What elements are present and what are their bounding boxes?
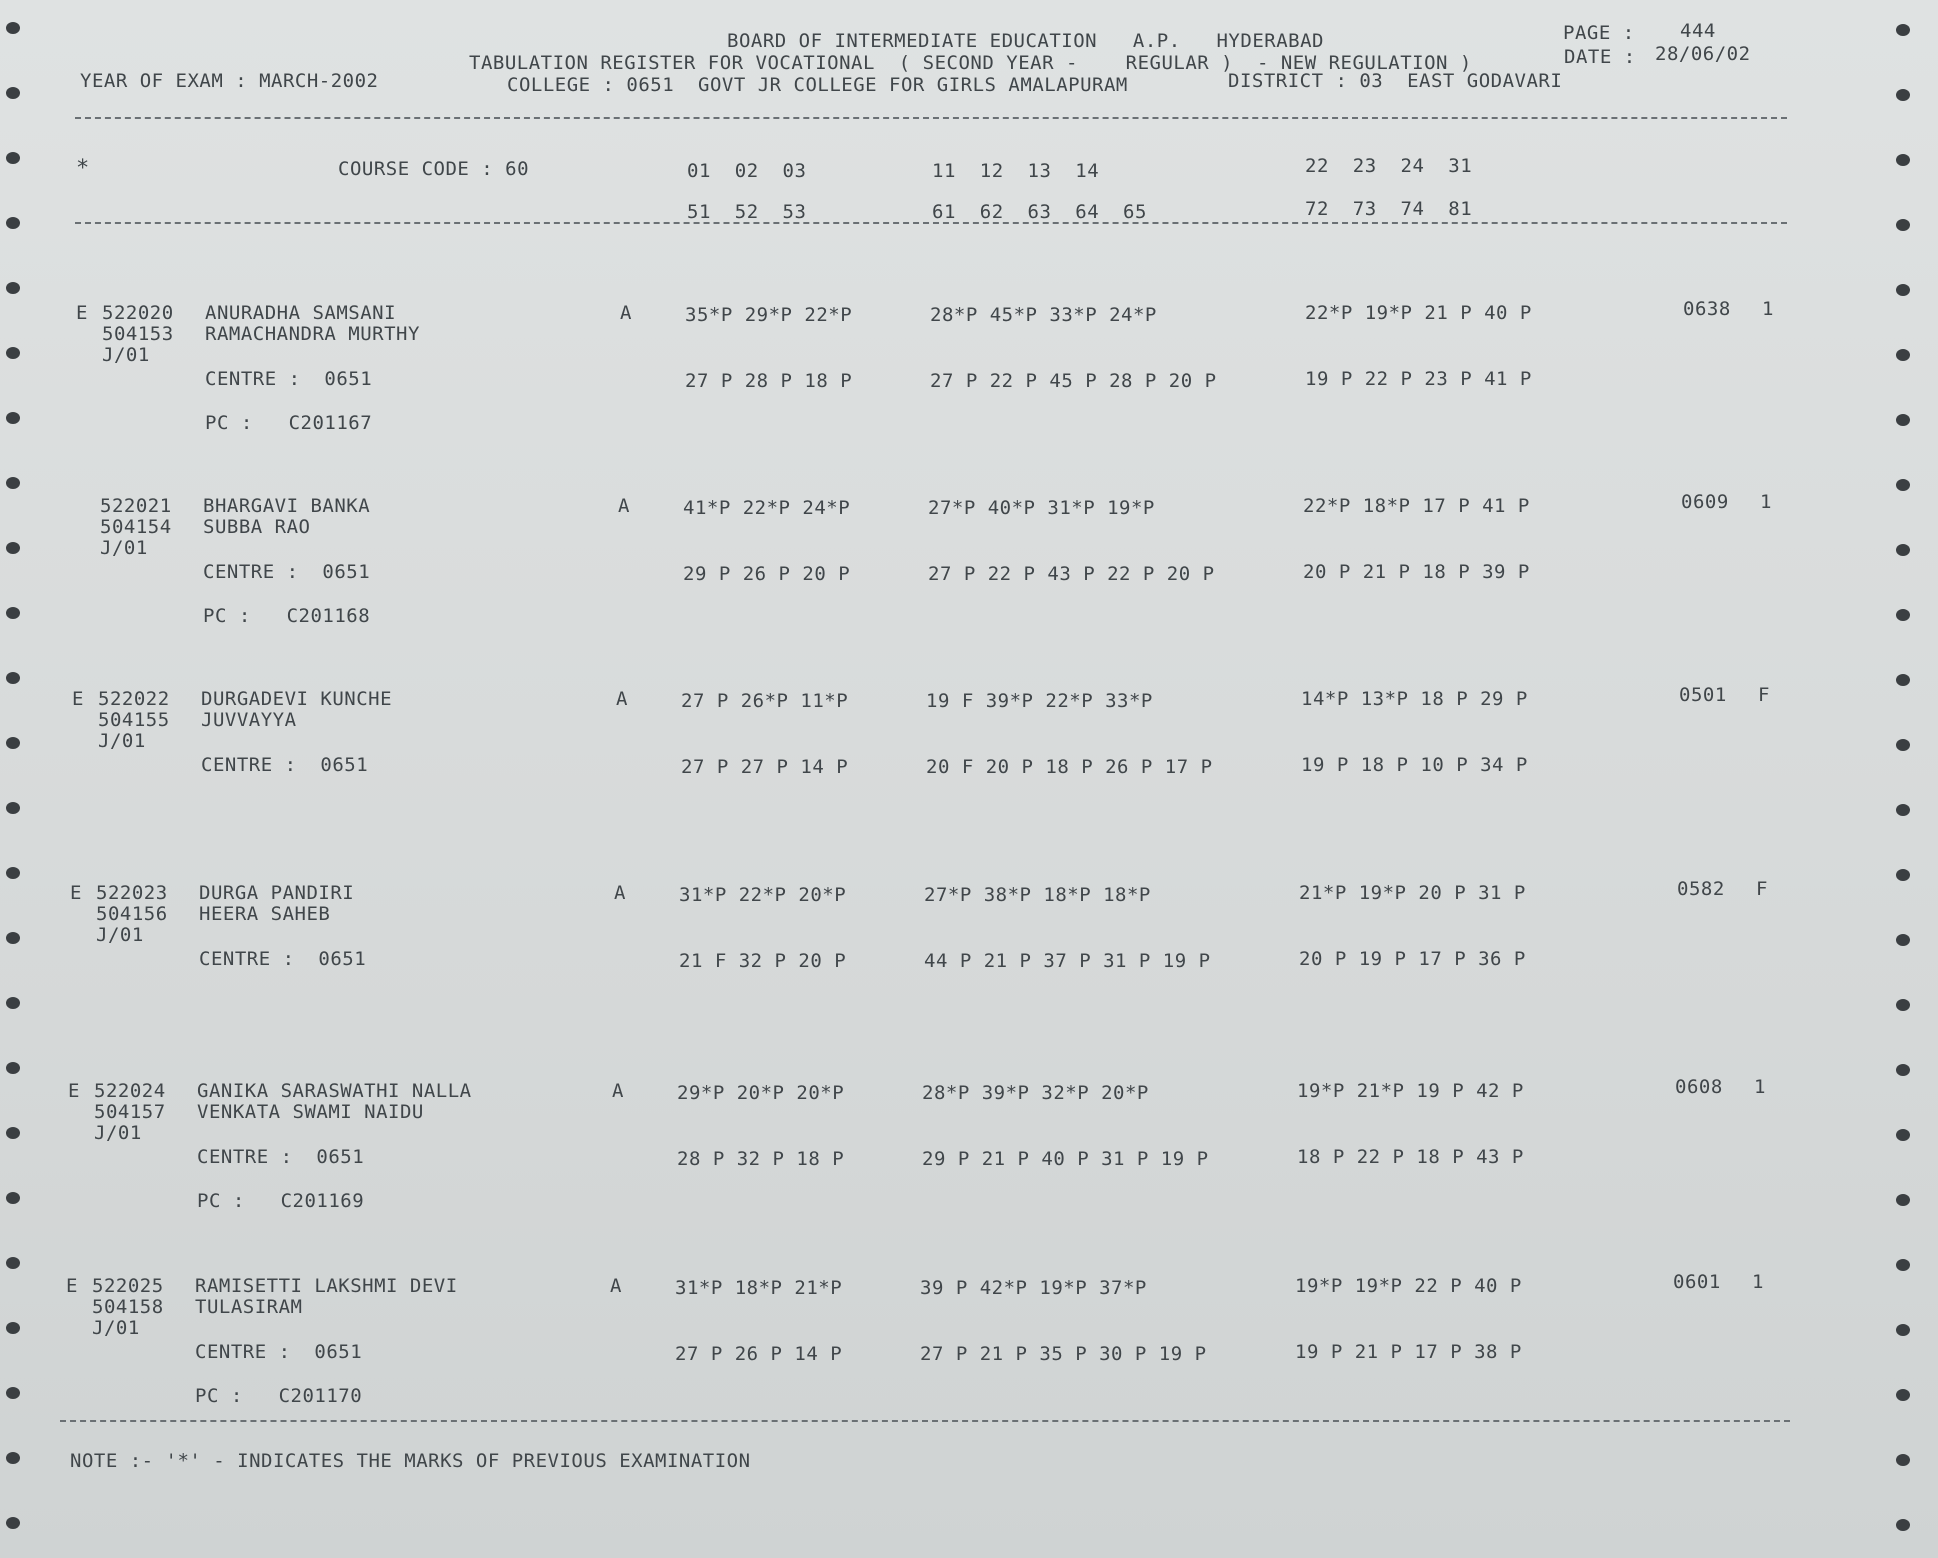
- subject-codes-row1-group2: 11 12 13 14: [932, 160, 1100, 182]
- feed-hole: [6, 1387, 20, 1399]
- feed-hole: [1896, 1519, 1910, 1531]
- hall-ticket-number: 504158: [92, 1296, 164, 1318]
- feed-hole: [6, 1322, 20, 1334]
- feed-hole: [1896, 674, 1910, 686]
- feed-hole: [6, 477, 20, 489]
- feed-hole: [6, 282, 20, 294]
- medium-code: A: [620, 302, 632, 324]
- hall-ticket-number: 504153: [102, 323, 174, 345]
- marks-row2-group1: 21 F 32 P 20 P: [679, 950, 847, 972]
- pc-number: PC : C201167: [205, 412, 373, 434]
- marks-row2-group2: 20 F 20 P 18 P 26 P 17 P: [926, 756, 1213, 778]
- marks-row1-group2: 27*P 38*P 18*P 18*P: [924, 884, 1151, 906]
- marks-row2-group3: 20 P 19 P 17 P 36 P: [1299, 948, 1526, 970]
- result-code: F: [1758, 684, 1770, 706]
- student-name: BHARGAVI BANKA: [203, 495, 371, 517]
- father-name: HEERA SAHEB: [199, 903, 331, 925]
- register-title: TABULATION REGISTER FOR VOCATIONAL ( SECOND YEAR - REGULAR ) - NEW REGULATION ): [469, 52, 1472, 74]
- feed-hole: [1896, 1389, 1910, 1401]
- feed-hole: [6, 607, 20, 619]
- pc-number: PC : C201168: [203, 605, 371, 627]
- college-info: COLLEGE : 0651 GOVT JR COLLEGE FOR GIRLS AMALAPURAM: [507, 74, 1128, 96]
- father-name: JUVVAYYA: [201, 709, 297, 731]
- group-code: J/01: [102, 344, 150, 366]
- hall-ticket-number: 504157: [94, 1101, 166, 1123]
- feed-hole: [6, 347, 20, 359]
- hall-ticket-number: 504155: [98, 709, 170, 731]
- pc-number: PC : C201170: [195, 1385, 363, 1407]
- feed-hole: [1896, 414, 1910, 426]
- result-code: 1: [1760, 491, 1772, 513]
- registration-number: 522025: [92, 1275, 164, 1297]
- centre-code: CENTRE : 0651: [201, 754, 369, 776]
- feed-hole: [1896, 479, 1910, 491]
- marks-row1-group2: 28*P 39*P 32*P 20*P: [922, 1082, 1149, 1104]
- page-number: 444: [1680, 20, 1716, 42]
- result-code: 1: [1762, 298, 1774, 320]
- feed-hole: [6, 802, 20, 814]
- student-name: GANIKA SARASWATHI NALLA: [197, 1080, 472, 1102]
- marks-row2-group1: 27 P 27 P 14 P: [681, 756, 849, 778]
- record-prefix: E: [72, 688, 84, 710]
- marks-row1-group2: 19 F 39*P 22*P 33*P: [926, 690, 1153, 712]
- record-prefix: E: [66, 1275, 78, 1297]
- date-label: DATE :: [1564, 46, 1636, 68]
- student-name: DURGADEVI KUNCHE: [201, 688, 393, 710]
- feed-hole: [6, 997, 20, 1009]
- group-code: J/01: [94, 1122, 142, 1144]
- subject-codes-row2-group2: 61 62 63 64 65: [932, 201, 1147, 223]
- hall-ticket-number: 504156: [96, 903, 168, 925]
- subject-codes-row2-group3: 72 73 74 81: [1305, 198, 1473, 220]
- centre-code: CENTRE : 0651: [199, 948, 367, 970]
- marks-row1-group1: 41*P 22*P 24*P: [683, 497, 851, 519]
- board-title: BOARD OF INTERMEDIATE EDUCATION A.P. HYDERABAD: [727, 30, 1324, 52]
- subject-codes-row2-group1: 51 52 53: [687, 201, 807, 223]
- feed-hole: [1896, 999, 1910, 1011]
- total-marks: 0638: [1683, 298, 1731, 320]
- feed-hole: [1896, 1194, 1910, 1206]
- marks-row1-group1: 31*P 22*P 20*P: [679, 884, 847, 906]
- marks-row1-group3: 21*P 19*P 20 P 31 P: [1299, 882, 1526, 904]
- feed-hole: [6, 737, 20, 749]
- feed-hole: [6, 867, 20, 879]
- marks-row2-group3: 18 P 22 P 18 P 43 P: [1297, 1146, 1524, 1168]
- asterisk-mark: *: [76, 156, 90, 181]
- feed-hole: [1896, 89, 1910, 101]
- feed-hole: [6, 1257, 20, 1269]
- marks-row2-group3: 19 P 22 P 23 P 41 P: [1305, 368, 1532, 390]
- pc-number: PC : C201169: [197, 1190, 365, 1212]
- feed-hole: [1896, 739, 1910, 751]
- feed-hole: [6, 87, 20, 99]
- feed-hole: [1896, 24, 1910, 36]
- marks-row1-group1: 29*P 20*P 20*P: [677, 1082, 845, 1104]
- result-code: 1: [1752, 1271, 1764, 1293]
- feed-hole: [6, 22, 20, 34]
- subject-codes-row1-group3: 22 23 24 31: [1305, 155, 1473, 177]
- father-name: VENKATA SWAMI NAIDU: [197, 1101, 424, 1123]
- feed-hole: [1896, 349, 1910, 361]
- feed-hole: [1896, 934, 1910, 946]
- feed-hole: [1896, 1259, 1910, 1271]
- father-name: TULASIRAM: [195, 1296, 303, 1318]
- marks-row2-group1: 29 P 26 P 20 P: [683, 563, 851, 585]
- result-code: 1: [1754, 1076, 1766, 1098]
- centre-code: CENTRE : 0651: [203, 561, 371, 583]
- marks-row2-group1: 28 P 32 P 18 P: [677, 1148, 845, 1170]
- feed-hole: [1896, 609, 1910, 621]
- marks-row1-group3: 19*P 19*P 22 P 40 P: [1295, 1275, 1522, 1297]
- marks-row1-group1: 35*P 29*P 22*P: [685, 304, 853, 326]
- feed-hole: [6, 1127, 20, 1139]
- feed-hole: [6, 1192, 20, 1204]
- student-name: DURGA PANDIRI: [199, 882, 355, 904]
- group-code: J/01: [96, 924, 144, 946]
- feed-hole: [6, 217, 20, 229]
- medium-code: A: [614, 882, 626, 904]
- marks-row1-group3: 22*P 19*P 21 P 40 P: [1305, 302, 1532, 324]
- marks-row1-group3: 22*P 18*P 17 P 41 P: [1303, 495, 1530, 517]
- medium-code: A: [618, 495, 630, 517]
- marks-row2-group2: 29 P 21 P 40 P 31 P 19 P: [922, 1148, 1209, 1170]
- marks-row2-group1: 27 P 28 P 18 P: [685, 370, 853, 392]
- medium-code: A: [612, 1080, 624, 1102]
- marks-row2-group3: 19 P 21 P 17 P 38 P: [1295, 1341, 1522, 1363]
- subject-codes-row1-group1: 01 02 03: [687, 160, 807, 182]
- centre-code: CENTRE : 0651: [197, 1146, 365, 1168]
- group-code: J/01: [92, 1317, 140, 1339]
- marks-row1-group2: 27*P 40*P 31*P 19*P: [928, 497, 1155, 519]
- marks-row1-group2: 39 P 42*P 19*P 37*P: [920, 1277, 1147, 1299]
- footer-note: NOTE :- '*' - INDICATES THE MARKS OF PREVIOUS EXAMINATION: [70, 1450, 751, 1472]
- father-name: SUBBA RAO: [203, 516, 311, 538]
- feed-hole: [6, 1517, 20, 1529]
- feed-hole: [1896, 154, 1910, 166]
- record-prefix: E: [76, 302, 88, 324]
- print-date: 28/06/02: [1655, 43, 1751, 65]
- header-rule: [75, 117, 1787, 119]
- feed-hole: [6, 542, 20, 554]
- marks-row1-group2: 28*P 45*P 33*P 24*P: [930, 304, 1157, 326]
- year-of-exam: YEAR OF EXAM : MARCH-2002: [80, 70, 379, 92]
- result-code: F: [1756, 878, 1768, 900]
- feed-hole: [1896, 1324, 1910, 1336]
- centre-code: CENTRE : 0651: [205, 368, 373, 390]
- student-name: RAMISETTI LAKSHMI DEVI: [195, 1275, 458, 1297]
- father-name: RAMACHANDRA MURTHY: [205, 323, 420, 345]
- registration-number: 522020: [102, 302, 174, 324]
- total-marks: 0609: [1681, 491, 1729, 513]
- footer-rule: [60, 1420, 1790, 1422]
- total-marks: 0601: [1673, 1271, 1721, 1293]
- feed-hole: [6, 1452, 20, 1464]
- feed-hole: [6, 672, 20, 684]
- feed-hole: [1896, 219, 1910, 231]
- medium-code: A: [610, 1275, 622, 1297]
- feed-hole: [1896, 1129, 1910, 1141]
- feed-hole: [1896, 1454, 1910, 1466]
- marks-row2-group2: 44 P 21 P 37 P 31 P 19 P: [924, 950, 1211, 972]
- feed-hole: [1896, 284, 1910, 296]
- feed-hole: [1896, 869, 1910, 881]
- record-prefix: E: [70, 882, 82, 904]
- registration-number: 522023: [96, 882, 168, 904]
- marks-row2-group3: 19 P 18 P 10 P 34 P: [1301, 754, 1528, 776]
- feed-hole: [6, 1062, 20, 1074]
- page-label: PAGE :: [1563, 22, 1635, 44]
- medium-code: A: [616, 688, 628, 710]
- marks-row2-group2: 27 P 22 P 45 P 28 P 20 P: [930, 370, 1217, 392]
- column-header-rule: [75, 222, 1787, 224]
- record-prefix: E: [68, 1080, 80, 1102]
- group-code: J/01: [98, 730, 146, 752]
- total-marks: 0501: [1679, 684, 1727, 706]
- registration-number: 522022: [98, 688, 170, 710]
- marks-row1-group3: 14*P 13*P 18 P 29 P: [1301, 688, 1528, 710]
- feed-hole: [1896, 804, 1910, 816]
- marks-row2-group3: 20 P 21 P 18 P 39 P: [1303, 561, 1530, 583]
- course-code: COURSE CODE : 60: [338, 158, 530, 180]
- marks-row2-group1: 27 P 26 P 14 P: [675, 1343, 843, 1365]
- registration-number: 522021: [100, 495, 172, 517]
- total-marks: 0582: [1677, 878, 1725, 900]
- marks-row1-group1: 27 P 26*P 11*P: [681, 690, 849, 712]
- feed-hole: [6, 932, 20, 944]
- registration-number: 522024: [94, 1080, 166, 1102]
- marks-row2-group2: 27 P 21 P 35 P 30 P 19 P: [920, 1343, 1207, 1365]
- marks-row1-group1: 31*P 18*P 21*P: [675, 1277, 843, 1299]
- feed-hole: [1896, 1064, 1910, 1076]
- marks-row2-group2: 27 P 22 P 43 P 22 P 20 P: [928, 563, 1215, 585]
- student-name: ANURADHA SAMSANI: [205, 302, 397, 324]
- hall-ticket-number: 504154: [100, 516, 172, 538]
- feed-hole: [6, 152, 20, 164]
- feed-hole: [6, 412, 20, 424]
- group-code: J/01: [100, 537, 148, 559]
- total-marks: 0608: [1675, 1076, 1723, 1098]
- district-info: DISTRICT : 03 EAST GODAVARI: [1228, 70, 1563, 92]
- centre-code: CENTRE : 0651: [195, 1341, 363, 1363]
- marks-row1-group3: 19*P 21*P 19 P 42 P: [1297, 1080, 1524, 1102]
- feed-hole: [1896, 544, 1910, 556]
